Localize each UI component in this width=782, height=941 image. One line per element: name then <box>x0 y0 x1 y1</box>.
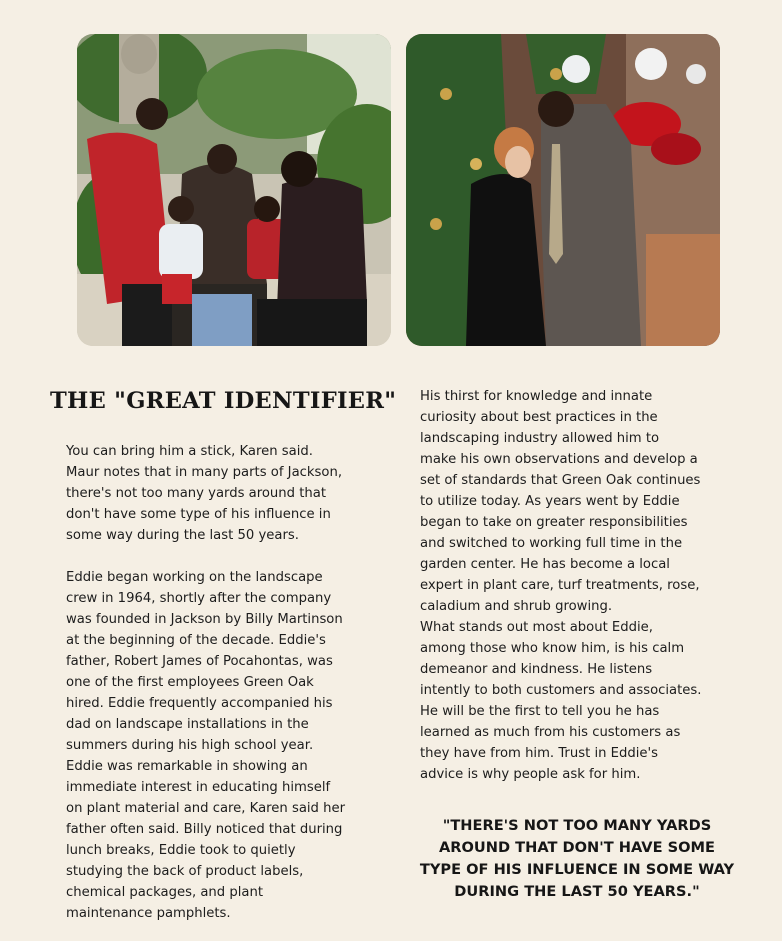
right-column <box>420 386 750 785</box>
article-headline: THE "GREAT IDENTIFIER" <box>50 388 397 414</box>
text-line: on plant material and care, Karen said her <box>66 801 346 816</box>
text-line: chemical packages, and plant <box>66 885 263 900</box>
text-line: expert in plant care, turf treatments, rose, <box>420 578 700 593</box>
text-line: Eddie began working on the landscape <box>66 570 323 585</box>
quote-line: AROUND THAT DON'T HAVE SOME <box>438 839 716 856</box>
text-line: make his own observations and develop a <box>420 452 698 467</box>
text-line: was founded in Jackson by Billy Martinson <box>66 612 343 627</box>
pull-quote <box>404 815 750 903</box>
text-line: Eddie was remarkable in showing an <box>66 759 308 774</box>
text-line: garden center. He has become a local <box>420 557 670 572</box>
text-line: He will be the first to tell you he has <box>420 704 660 719</box>
text-line: landscaping industry allowed him to <box>420 431 660 446</box>
text-line: crew in 1964, shortly after the company <box>66 591 332 606</box>
text-line: His thirst for knowledge and innate <box>420 389 653 404</box>
text-line: caladium and shrub growing. <box>420 599 613 614</box>
text-line: What stands out most about Eddie, <box>420 620 653 635</box>
text-line: advice is why people ask for him. <box>420 767 641 782</box>
text-line: one of the first employees Green Oak <box>66 675 314 690</box>
text-line: at the beginning of the decade. Eddie's <box>66 633 326 648</box>
text-line: Maur notes that in many parts of Jackson, <box>66 465 343 480</box>
right-paragraph-1 <box>420 386 750 617</box>
text-line: they have from him. Trust in Eddie's <box>420 746 659 761</box>
text-line: among those who know him, is his calm <box>420 641 685 656</box>
text-line: demeanor and kindness. He listens <box>420 662 653 677</box>
text-line: father often said. Billy noticed that during <box>66 822 343 837</box>
text-line: curiosity about best practices in the <box>420 410 658 425</box>
text-line: studying the back of product labels, <box>66 864 304 879</box>
text-line: You can bring him a stick, Karen said. <box>66 444 313 459</box>
text-line: maintenance pamphlets. <box>66 906 231 921</box>
right-paragraph-2 <box>420 617 750 785</box>
family-group-photo <box>77 34 391 346</box>
left-paragraph-1 <box>66 441 396 546</box>
quote-line: TYPE OF HIS INFLUENCE IN SOME WAY <box>419 861 735 878</box>
text-line: some way during the last 50 years. <box>66 528 299 543</box>
text-line: and switched to working full time in the <box>420 536 683 551</box>
left-paragraph-2 <box>66 567 396 924</box>
text-line: hired. Eddie frequently accompanied his <box>66 696 333 711</box>
text-line: began to take on greater responsibilities <box>420 515 688 530</box>
text-line: don't have some type of his influence in <box>66 507 331 522</box>
couple-christmas-tree-photo <box>406 34 720 346</box>
text-line: father, Robert James of Pocahontas, was <box>66 654 333 669</box>
text-line: immediate interest in educating himself <box>66 780 331 795</box>
text-line: there's not too many yards around that <box>66 486 326 501</box>
text-line: summers during his high school year. <box>66 738 314 753</box>
text-line: set of standards that Green Oak continues <box>420 473 701 488</box>
left-column <box>66 441 396 924</box>
quote-line: DURING THE LAST 50 YEARS." <box>454 883 700 900</box>
text-line: intently to both customers and associates. <box>420 683 702 698</box>
text-line: to utilize today. As years went by Eddie <box>420 494 680 509</box>
text-line: learned as much from his customers as <box>420 725 681 740</box>
text-line: lunch breaks, Eddie took to quietly <box>66 843 296 858</box>
quote-line: "THERE'S NOT TOO MANY YARDS <box>442 817 712 834</box>
text-line: dad on landscape installations in the <box>66 717 309 732</box>
